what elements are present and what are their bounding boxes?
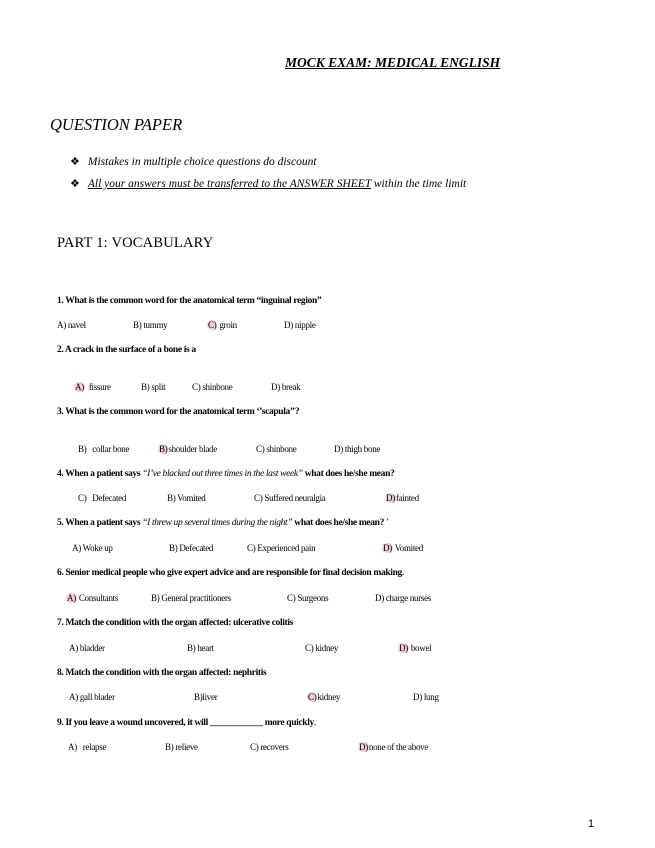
option-text: shoulder blade: [168, 444, 217, 454]
option-correct: [158, 444, 217, 454]
option: D) nipple: [284, 320, 316, 330]
option-correct: [66, 593, 118, 603]
question-quote: “I’ve blacked out three times in the last week”: [142, 469, 303, 479]
section-title: QUESTION PAPER: [50, 115, 183, 134]
option-text: fissure: [88, 382, 111, 392]
option-text: Consultants: [78, 593, 119, 603]
option-text: collar bone: [92, 444, 130, 454]
option-correct: [307, 692, 340, 702]
option: A) navel: [57, 320, 86, 330]
instruction-text: Mistakes in multiple choice questions do discount: [87, 156, 317, 168]
option: [256, 444, 296, 454]
option: A) Woke up: [72, 543, 113, 553]
instruction-item: [70, 177, 466, 190]
option: B) Defecated: [169, 543, 214, 553]
question-lead: 6. Senior medical people who give expert advice and are responsible for final decision making: [57, 568, 402, 578]
option-correct: [207, 320, 237, 330]
option-text: Vomited: [394, 543, 423, 553]
option: A) bladder: [69, 643, 105, 653]
instruction-text-underlined: All your answers must be transferred to the ANSWER SHEET: [87, 178, 372, 190]
option: C) shinbone: [192, 382, 233, 392]
option: [78, 444, 129, 454]
option-text: kidney: [317, 692, 341, 702]
question-text: [57, 518, 389, 528]
option-text: bowel: [410, 643, 432, 653]
question-text: 1. What is the common word for the anatomical term “inguinal region”: [57, 296, 322, 306]
question-tail: .: [313, 718, 316, 728]
answer-highlight: D): [359, 742, 368, 752]
answer-highlight: A): [67, 593, 76, 603]
answer-highlight: D): [386, 493, 395, 503]
option: C) Surgeons: [287, 593, 329, 603]
option: D) thigh bone: [334, 444, 381, 454]
question-text: [57, 568, 404, 578]
option: A) gall blader: [69, 692, 115, 702]
page-number: 1: [588, 818, 595, 830]
option-correct: [74, 382, 111, 392]
question-lead: 4. When a patient says: [57, 469, 143, 479]
option-correct: [398, 643, 431, 653]
question-tail: .: [401, 568, 404, 578]
option: B) relieve: [165, 742, 198, 752]
question-quote: “I threw up several times during the night”: [142, 518, 293, 528]
question-end: what does he/she mean?: [292, 518, 384, 528]
option: C) kidney: [305, 643, 339, 653]
answer-highlight: A): [75, 382, 84, 392]
option-text: none of the above: [368, 742, 429, 752]
option: D) charge nurses: [375, 593, 432, 603]
option: C) recovers: [250, 742, 289, 752]
instruction-item: [70, 155, 317, 168]
option: B) General practitioners: [151, 593, 231, 603]
option-correct: [382, 543, 423, 553]
option-text: fainted: [395, 493, 419, 503]
option-correct: [358, 742, 428, 752]
option: [78, 493, 126, 503]
question-text: [57, 469, 394, 479]
option-text: Defecated: [92, 493, 127, 503]
option: D) lung: [413, 692, 439, 702]
answer-highlight: B): [159, 444, 168, 454]
option-letter: B): [78, 444, 87, 454]
question-end: what does he/she mean?: [302, 469, 395, 479]
option: B)liver: [194, 692, 218, 702]
option: D) break: [271, 382, 301, 392]
question-text: 7. Match the condition with the organ affected: ulcerative colitis: [57, 618, 293, 628]
question-text: [57, 718, 316, 728]
option: C) Suffered neuralgia: [254, 493, 326, 503]
question-tail: ’: [384, 518, 389, 528]
option: B) Vomited: [167, 493, 206, 503]
option-letter: C): [256, 444, 265, 454]
question-lead: 9. If you leave a wound uncovered, it will ____________ more quickly: [57, 718, 314, 728]
option-letter: C): [78, 493, 87, 503]
option: [68, 742, 106, 752]
diamond-bullet-icon: ❖: [70, 178, 80, 190]
option: B) heart: [187, 643, 214, 653]
question-text: 8. Match the condition with the organ affected: nephritis: [57, 668, 267, 678]
instruction-text: within the time limit: [371, 178, 467, 190]
question-lead: 5. When a patient says: [57, 518, 143, 528]
answer-highlight: C): [308, 692, 317, 702]
option-correct: [385, 493, 419, 503]
question-text: 2. A crack in the surface of a bone is a: [57, 345, 196, 355]
answer-highlight: D): [383, 543, 392, 553]
option: C) Experienced pain: [247, 543, 316, 553]
diamond-bullet-icon: ❖: [70, 156, 80, 168]
question-text: 3. What is the common word for the anatomical term ‘’scapula’’?: [57, 407, 300, 417]
option-text: groin: [219, 320, 237, 330]
option-text: relapse: [82, 742, 107, 752]
part-title: PART 1: VOCABULARY: [57, 235, 214, 251]
exam-title: MOCK EXAM: MEDICAL ENGLISH: [285, 55, 501, 70]
answer-highlight: D): [399, 643, 408, 653]
option-letter: A): [68, 742, 77, 752]
option-text: shinbone: [266, 444, 297, 454]
option: B) split: [141, 382, 166, 392]
option: B) tummy: [133, 320, 168, 330]
answer-highlight: C): [208, 320, 217, 330]
